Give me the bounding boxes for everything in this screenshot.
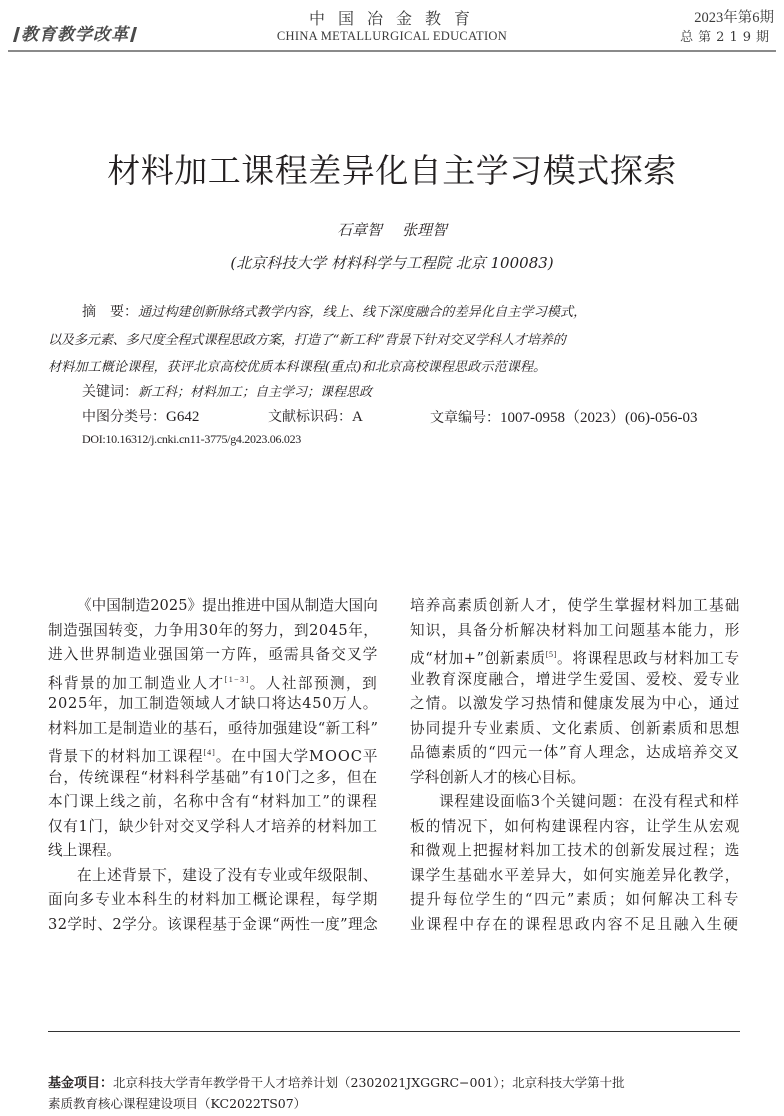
body-text: 。在中国大学MOOC平 — [215, 748, 379, 765]
section-tag-text: 教育教学改革 — [21, 25, 129, 45]
body-text: 进入世界制造业强国第一方阵，亟需具备交叉学 — [48, 646, 379, 663]
body-text-line — [410, 914, 740, 936]
author-name: 石章智 — [336, 221, 382, 239]
abstract-label: 摘 要： — [82, 304, 138, 320]
body-text: 课程建设面临3个关键问题：在没有程式和样 — [439, 793, 740, 810]
body-text: 学科创新人才的核心目标。 — [410, 768, 586, 786]
journal-name-cn: 中国冶金教育 — [308, 9, 483, 28]
body-text-line — [410, 889, 740, 911]
body-text-line — [410, 644, 740, 670]
body-text: 线上课程。 — [48, 842, 121, 859]
body-text: 业课程中存在的课程思政内容不足且融入生硬 — [410, 915, 740, 933]
body-text: 《中国制造2025》提出推进中国从制造大国向 — [77, 597, 378, 614]
body-text: 背景下的材料加工课程 — [48, 748, 204, 765]
body-text: 板的情况下，如何构建课程内容，让学生从宏观 — [410, 817, 741, 835]
body-text: 成“材加+”创新素质 — [410, 650, 546, 667]
body-text-line — [48, 889, 378, 911]
body-text: 培养高素质创新人才，使学生掌握材料加工基础 — [410, 597, 741, 614]
issue-number: 2023年第6期 — [694, 10, 774, 26]
journal-name-en: CHINA METALLURGICAL EDUCATION — [276, 29, 508, 43]
body-text: 面向多专业本科生的材料加工概论课程，每学期 — [48, 891, 379, 908]
citation-ref: [5] — [545, 650, 557, 659]
body-text-line — [48, 767, 378, 789]
affiliation: (北京科技大学 材料科学与工程院 北京 100083) — [230, 254, 554, 272]
body-text-line — [410, 718, 740, 740]
body-text: 课学生基础水平差异大，如何实施差异化教学， — [410, 866, 741, 884]
body-text: 台，传统课程“材料科学基础”有10门之多，但在 — [48, 768, 378, 786]
body-text-line — [410, 693, 740, 715]
footnote-divider — [48, 1031, 740, 1032]
body-text: 在上述背景下，建设了没有专业或年级限制、 — [77, 866, 378, 884]
body-text-line — [410, 865, 740, 887]
article-number-label: 文章编号： — [430, 410, 500, 426]
abstract-line: 材料加工概论课程，获评北京高校优质本科课程(重点)和北京高校课程思政示范课程。 — [48, 360, 547, 375]
total-issue-number: 总第219期 — [680, 30, 774, 45]
body-text-line — [48, 644, 378, 666]
keywords-line — [82, 381, 372, 401]
citation-ref: [1−3] — [224, 674, 250, 684]
body-text: 之情。以激发学习热情和健康发展为中心，通过 — [410, 695, 741, 712]
body-text-line — [48, 742, 378, 768]
body-text: 科背景的加工制造业人才 — [48, 674, 225, 692]
body-text: 协同提升专业素质、文化素质、创新素质和思想 — [410, 719, 741, 737]
body-text-line — [48, 840, 121, 862]
doc-code-label: 文献标识码： — [268, 409, 352, 425]
funding-line — [48, 1072, 625, 1091]
body-text-line — [410, 669, 740, 691]
doc-code-value: A — [352, 409, 363, 425]
body-text: 知识，具备分析解决材料加工问题基本能力，形 — [410, 621, 741, 639]
article-number-value: 1007-0958（2023）(06)-056-03 — [500, 410, 698, 426]
abstract-line: 以及多元素、多尺度全程式课程思政方案，打造了“新工科”背景下针对交叉学科人才培养的 — [48, 333, 566, 348]
body-text-line — [48, 865, 378, 887]
body-text-line — [48, 669, 378, 695]
body-text-line — [48, 816, 378, 838]
body-text-line — [48, 791, 378, 813]
doi: DOI:10.16312/j.cnki.cn11-3775/g4.2023.06.023 — [82, 432, 302, 446]
body-text-line — [410, 791, 740, 813]
body-text: 。将课程思政与材料加工专 — [556, 650, 740, 667]
body-text-line — [48, 620, 378, 642]
body-text-line — [48, 718, 378, 740]
article-number-line — [430, 406, 697, 427]
body-text-line — [410, 742, 740, 764]
body-text: 品德素质的“四元一体”育人理念，达成培养交叉 — [410, 744, 740, 761]
body-text-line — [410, 816, 740, 838]
author-list — [0, 219, 784, 240]
body-text-line — [410, 840, 740, 862]
body-text: 。人社部预测，到 — [249, 674, 379, 692]
body-text-line — [48, 595, 378, 617]
article-title: 材料加工课程差异化自主学习模式探索 — [107, 151, 677, 190]
body-text-line — [48, 693, 378, 715]
body-text-line — [410, 595, 740, 617]
funding-text: 北京科技大学青年教学骨干人才培养计划（2302021JXGGRC−001）；北京科技大学第十批 — [113, 1075, 625, 1090]
clc-line — [82, 406, 199, 426]
body-text: 2025年，加工制造领域人才缺口将达450万人。 — [48, 695, 379, 712]
clc-value: G642 — [166, 409, 200, 425]
citation-ref: [4] — [203, 748, 216, 757]
funding-label: 基金项目： — [48, 1076, 114, 1091]
body-text-line — [410, 620, 740, 642]
clc-label: 中图分类号： — [82, 409, 166, 425]
body-text: 提升每位学生的“四元”素质；如何解决工科专 — [410, 891, 741, 908]
body-text: 业教育深度融合，增进学生爱国、爱校、爱专业 — [410, 670, 741, 688]
body-text: 材料加工是制造业的基石，亟待加强建设“新工科” — [48, 719, 379, 737]
keywords-label: 关键词： — [82, 384, 138, 400]
author-name: 张理智 — [402, 221, 448, 239]
keywords-value: 新工科；材料加工；自主学习；课程思政 — [138, 385, 373, 400]
body-text: 本门课上线之前，名称中含有“材料加工”的课程 — [48, 793, 378, 810]
body-text-line — [410, 767, 585, 789]
header-divider — [8, 50, 776, 52]
body-text: 制造强国转变，力争用30年的努力，到2045年， — [48, 621, 379, 639]
abstract-line — [82, 301, 586, 321]
doc-code-line — [268, 406, 363, 426]
abstract-text: 通过构建创新脉络式教学内容，线上、线下深度融合的差异化自主学习模式， — [138, 305, 587, 320]
body-text: 仅有1门，缺少针对交叉学科人才培养的材料加工 — [48, 817, 378, 835]
funding-line: 素质教育核心课程建设项目（KC2022TS07） — [48, 1096, 307, 1111]
body-text: 和微观上把握材料加工技术的创新发展过程；选 — [410, 842, 741, 859]
body-text-line — [48, 914, 378, 936]
body-text: 32学时、2学分。该课程基于金课“两性一度”理念 — [48, 915, 379, 933]
